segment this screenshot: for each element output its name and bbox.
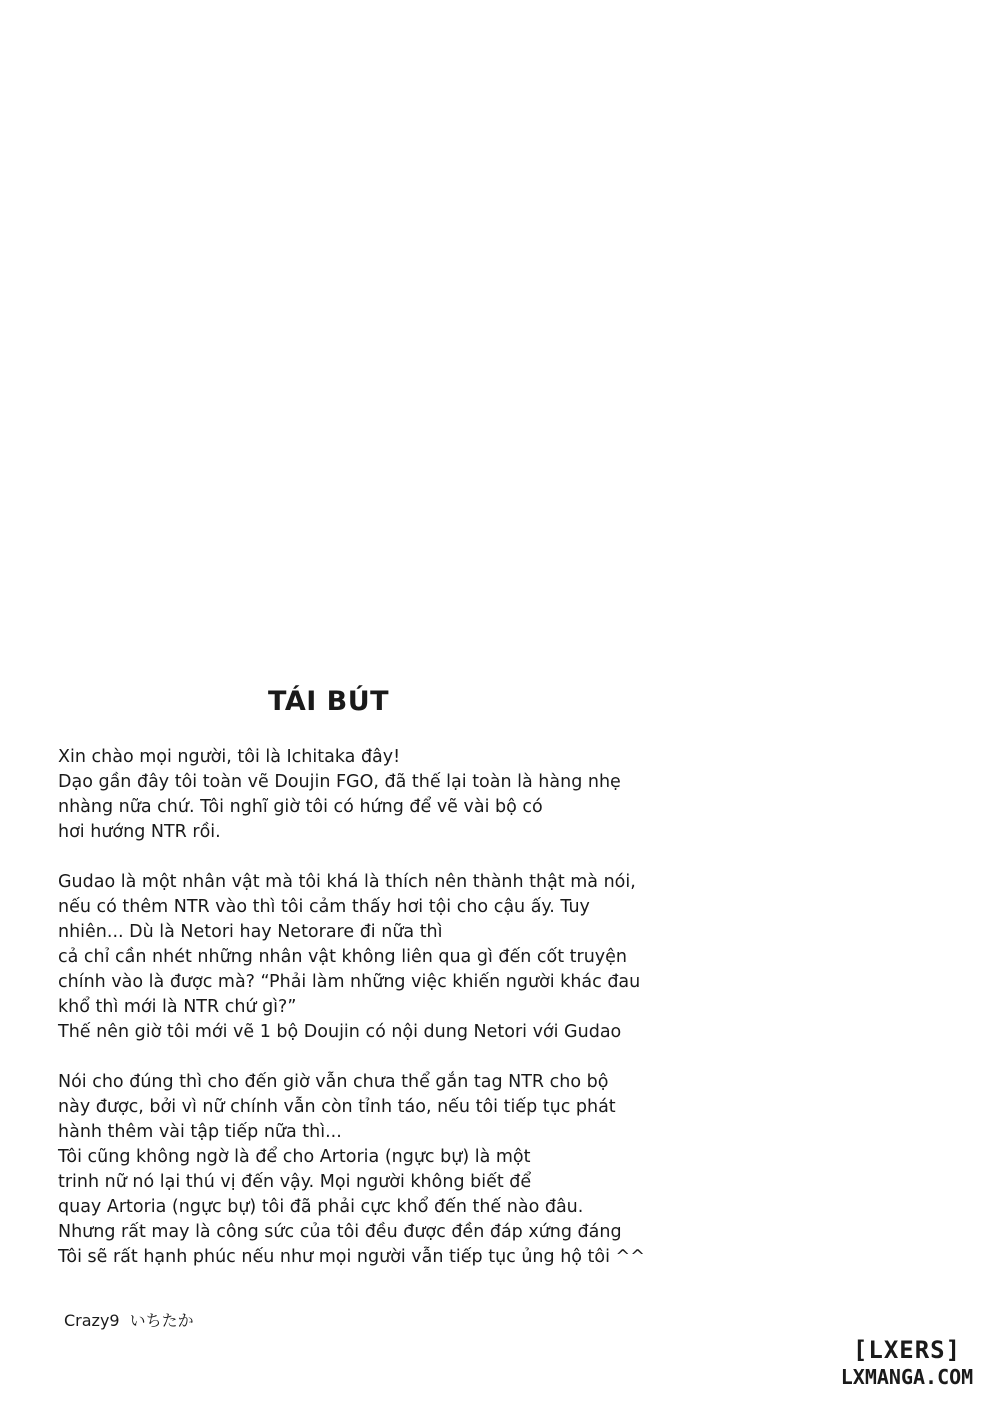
paragraph-3 xyxy=(58,1070,698,1270)
text-line: nhiên... Dù là Netori hay Netorare đi nữa thì xyxy=(58,922,443,942)
paragraph-1 xyxy=(58,745,698,845)
watermark-site-name: LXMANGA.COM xyxy=(840,1365,974,1389)
circle-name: Crazy9 xyxy=(64,1311,120,1330)
text-line: Xin chào mọi người, tôi là Ichitaka đây! xyxy=(58,747,401,767)
text-line: Tôi sẽ rất hạnh phúc nếu như mọi người vẫn tiếp tục ủng hộ tôi ^^ xyxy=(58,1247,645,1267)
text-line: hơi hướng NTR rồi. xyxy=(58,822,221,842)
text-line: hành thêm vài tập tiếp nữa thì... xyxy=(58,1122,342,1142)
paragraph-2 xyxy=(58,870,698,1045)
text-line: Nhưng rất may là công sức của tôi đều được đền đáp xứng đáng xyxy=(58,1222,622,1242)
text-line: Dạo gần đây tôi toàn vẽ Doujin FGO, đã thế lại toàn là hàng nhẹ xyxy=(58,772,621,792)
text-line: Nói cho đúng thì cho đến giờ vẫn chưa thể gắn tag NTR cho bộ xyxy=(58,1072,609,1092)
text-line: này được, bởi vì nữ chính vẫn còn tỉnh táo, nếu tôi tiếp tục phát xyxy=(58,1097,616,1117)
author-signature xyxy=(64,1308,204,1331)
text-line: Tôi cũng không ngờ là để cho Artoria (ngực bự) là một xyxy=(58,1147,531,1167)
text-line: cả chỉ cần nhét những nhân vật không liên qua gì đến cốt truyện xyxy=(58,947,628,967)
text-line: quay Artoria (ngực bự) tôi đã phải cực khổ đến thế nào đâu. xyxy=(58,1197,584,1217)
author-name: いちたか xyxy=(129,1311,194,1330)
text-line: Gudao là một nhân vật mà tôi khá là thích nên thành thật mà nói, xyxy=(58,872,636,892)
watermark-group-name: [LXERS] xyxy=(852,1336,962,1364)
text-line: khổ thì mới là NTR chứ gì?” xyxy=(58,997,297,1017)
text-line: nếu có thêm NTR vào thì tôi cảm thấy hơi tội cho cậu ấy. Tuy xyxy=(58,897,590,917)
text-line: nhàng nữa chứ. Tôi nghĩ giờ tôi có hứng để vẽ vài bộ có xyxy=(58,797,543,817)
text-line: trinh nữ nó lại thú vị đến vậy. Mọi người không biết để xyxy=(58,1172,532,1192)
site-watermark xyxy=(832,1336,982,1390)
text-line: Thế nên giờ tôi mới vẽ 1 bộ Doujin có nội dung Netori với Gudao xyxy=(58,1022,622,1042)
afterword-body xyxy=(58,745,698,1295)
page-title: TÁI BÚT xyxy=(268,686,390,717)
text-line: chính vào là được mà? “Phải làm những việc khiến người khác đau xyxy=(58,972,641,992)
